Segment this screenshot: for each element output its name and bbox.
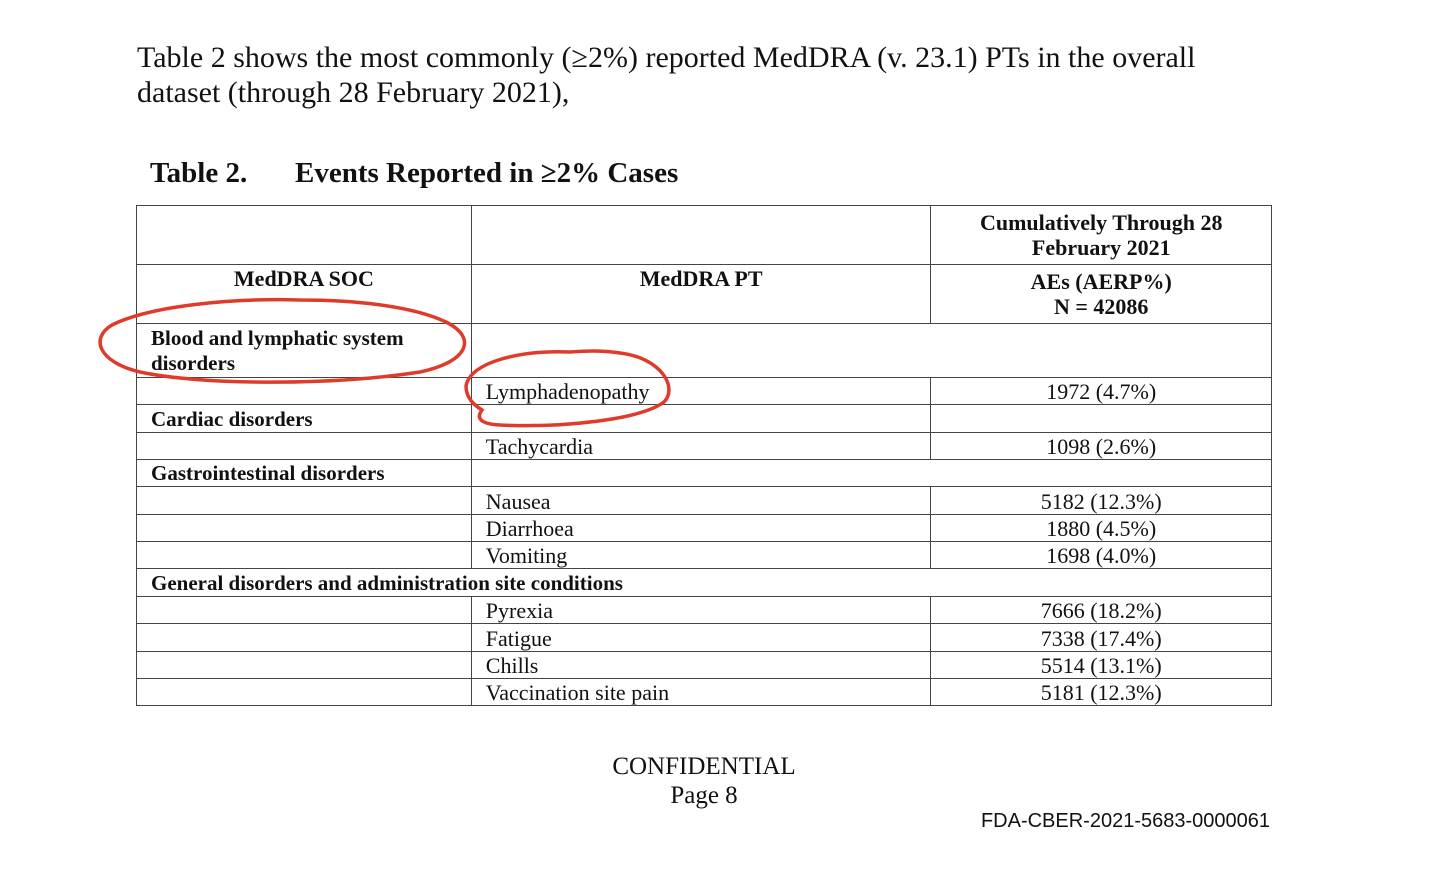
- table-title: Events Reported in ≥2% Cases: [295, 157, 679, 189]
- soc-blank: [137, 679, 472, 706]
- soc-blank: [137, 433, 472, 460]
- soc-filler: [471, 324, 1271, 378]
- table-row: [137, 378, 1272, 405]
- soc-cell: Cardiac disorders: [137, 405, 472, 433]
- soc-cell: General disorders and administration site conditions: [137, 569, 1272, 597]
- value-cell: 5182 (12.3%): [931, 487, 1272, 515]
- soc-cell: Gastrointestinal disorders: [137, 460, 472, 487]
- header-aes-label: AEs (AERP%): [1030, 269, 1172, 294]
- header-blank-pt: [471, 206, 931, 265]
- pt-cell: Vomiting: [471, 542, 931, 569]
- page-footer: [554, 752, 854, 810]
- header-pt: MedDRA PT: [471, 265, 931, 324]
- pt-cell: Chills: [471, 652, 931, 679]
- value-cell: 1098 (2.6%): [931, 433, 1272, 460]
- value-cell: 1880 (4.5%): [931, 515, 1272, 542]
- soc-blank: [137, 515, 472, 542]
- intro-paragraph: Table 2 shows the most commonly (≥2%) reported MedDRA (v. 23.1) PTs in the overall dataset (through 28 February 2021),: [137, 41, 1196, 109]
- table-row: [137, 679, 1272, 706]
- pt-cell: Nausea: [471, 487, 931, 515]
- pt-cell: Fatigue: [471, 624, 931, 652]
- table-row: [137, 542, 1272, 569]
- header-cumulative: Cumulatively Through 28 February 2021: [931, 206, 1272, 265]
- pt-cell: Diarrhoea: [471, 515, 931, 542]
- soc-blank: [137, 378, 472, 405]
- table-row: [137, 597, 1272, 624]
- value-cell: 1698 (4.0%): [931, 542, 1272, 569]
- soc-row: [137, 569, 1272, 597]
- soc-blank: [137, 652, 472, 679]
- soc-row: [137, 460, 1272, 487]
- pt-cell: Tachycardia: [471, 433, 931, 460]
- header-blank-soc: [137, 206, 472, 265]
- header-n: N = 42086: [1054, 294, 1149, 319]
- events-table: [136, 205, 1272, 706]
- table-row: [137, 652, 1272, 679]
- bates-number: FDA-CBER-2021-5683-0000061: [980, 810, 1270, 832]
- pt-cell: Pyrexia: [471, 597, 931, 624]
- soc-blank: [137, 624, 472, 652]
- table-row: [137, 487, 1272, 515]
- table-label: Table 2.: [150, 157, 248, 189]
- header-row-top: [137, 206, 1272, 265]
- value-cell: 5181 (12.3%): [931, 679, 1272, 706]
- table-row: [137, 624, 1272, 652]
- table-row: [137, 515, 1272, 542]
- soc-blank: [137, 542, 472, 569]
- page-number: Page 8: [670, 782, 738, 809]
- value-cell: 7338 (17.4%): [931, 624, 1272, 652]
- soc-row: [137, 324, 1272, 378]
- soc-blank: [137, 597, 472, 624]
- soc-filler: [471, 460, 1271, 487]
- value-blank: [931, 405, 1272, 433]
- header-row-bottom: [137, 265, 1272, 324]
- header-soc: MedDRA SOC: [137, 265, 472, 324]
- value-cell: 5514 (13.1%): [931, 652, 1272, 679]
- header-aes: [931, 265, 1272, 324]
- pt-cell: Vaccination site pain: [471, 679, 931, 706]
- pt-blank: [471, 405, 931, 433]
- soc-row: [137, 405, 1272, 433]
- pt-cell: Lymphadenopathy: [471, 378, 931, 405]
- value-cell: 1972 (4.7%): [931, 378, 1272, 405]
- confidential-label: CONFIDENTIAL: [612, 753, 796, 780]
- table-caption: [150, 155, 678, 191]
- soc-cell: Blood and lymphatic system disorders: [137, 324, 472, 378]
- value-cell: 7666 (18.2%): [931, 597, 1272, 624]
- soc-blank: [137, 487, 472, 515]
- table-row: [137, 433, 1272, 460]
